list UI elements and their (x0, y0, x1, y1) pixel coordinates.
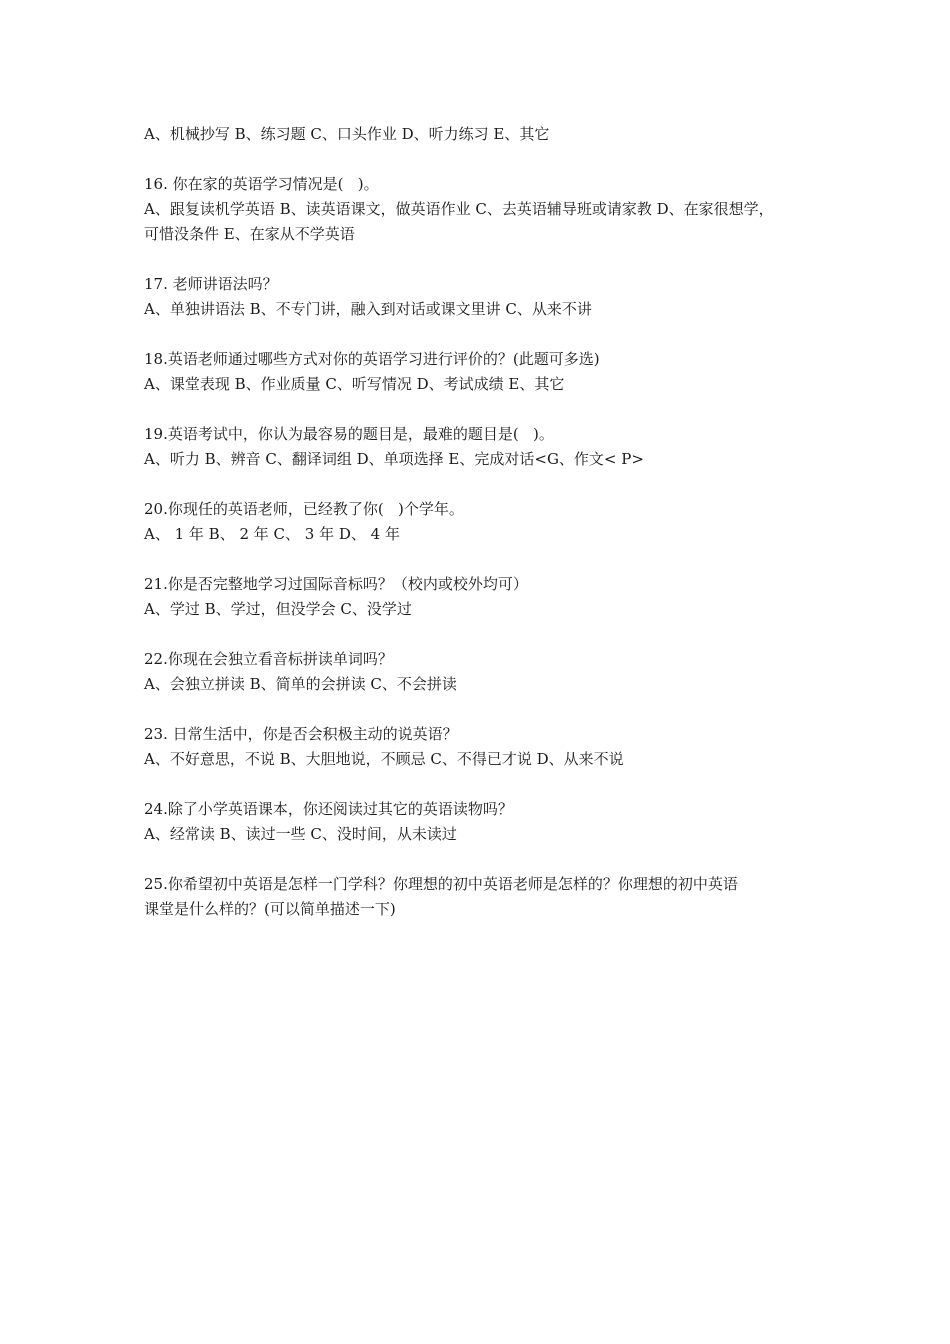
spacer (144, 847, 824, 872)
q25-question-line-2: 课堂是什么样的？(可以简单描述一下) (144, 900, 396, 918)
q17-options: A、单独讲语法 B、不专门讲，融入到对话或课文里讲 C、从来不讲 (144, 300, 592, 318)
spacer (144, 622, 824, 647)
q17-question: 17. 老师讲语法吗？ (144, 275, 278, 293)
q22-options: A、会独立拼读 B、简单的会拼读 C、不会拼读 (144, 675, 457, 693)
q18-question: 18.英语老师通过哪些方式对你的英语学习进行评价的？(此题可多选) (144, 350, 600, 368)
q21-question: 21.你是否完整地学习过国际音标吗？（校内或校外均可） (144, 575, 528, 593)
q19-options: A、听力 B、辨音 C、翻译词组 D、单项选择 E、完成对话<G、作文< P> (144, 450, 644, 468)
spacer (144, 247, 824, 272)
q24-question: 24.除了小学英语课本，你还阅读过其它的英语读物吗？ (144, 800, 513, 818)
spacer (144, 547, 824, 572)
spacer (144, 322, 824, 347)
spacer (144, 397, 824, 422)
q22-question: 22.你现在会独立看音标拼读单词吗？ (144, 650, 393, 668)
q20-question: 20.你现任的英语老师，已经教了你( )个学年。 (144, 500, 464, 518)
q15-options: A、机械抄写 B、练习题 C、口头作业 D、听力练习 E、其它 (144, 125, 550, 143)
q25-question-line-1: 25.你希望初中英语是怎样一门学科？你理想的初中英语老师是怎样的？你理想的初中英语 (144, 875, 738, 893)
q24-options: A、经常读 B、读过一些 C、没时间，从未读过 (144, 825, 457, 843)
q18-options: A、课堂表现 B、作业质量 C、听写情况 D、考试成绩 E、其它 (144, 375, 565, 393)
q20-options: A、 1 年 B、 2 年 C、 3 年 D、 4 年 (144, 525, 400, 543)
questionnaire-body (144, 122, 824, 922)
q21-options: A、学过 B、学过，但没学会 C、没学过 (144, 600, 412, 618)
spacer (144, 147, 824, 172)
spacer (144, 697, 824, 722)
q23-question: 23. 日常生活中，你是否会积极主动的说英语？ (144, 725, 458, 743)
spacer (144, 772, 824, 797)
q16-options-line-2: 可惜没条件 E、在家从不学英语 (144, 225, 355, 243)
q19-question: 19.英语考试中，你认为最容易的题目是，最难的题目是( )。 (144, 425, 554, 443)
q23-options: A、不好意思，不说 B、大胆地说，不顾忌 C、不得已才说 D、从来不说 (144, 750, 624, 768)
q16-question: 16. 你在家的英语学习情况是( )。 (144, 175, 379, 193)
spacer (144, 472, 824, 497)
q16-options-line-1: A、跟复读机学英语 B、读英语课文，做英语作业 C、去英语辅导班或请家教 D、在家很想学， (144, 200, 774, 218)
